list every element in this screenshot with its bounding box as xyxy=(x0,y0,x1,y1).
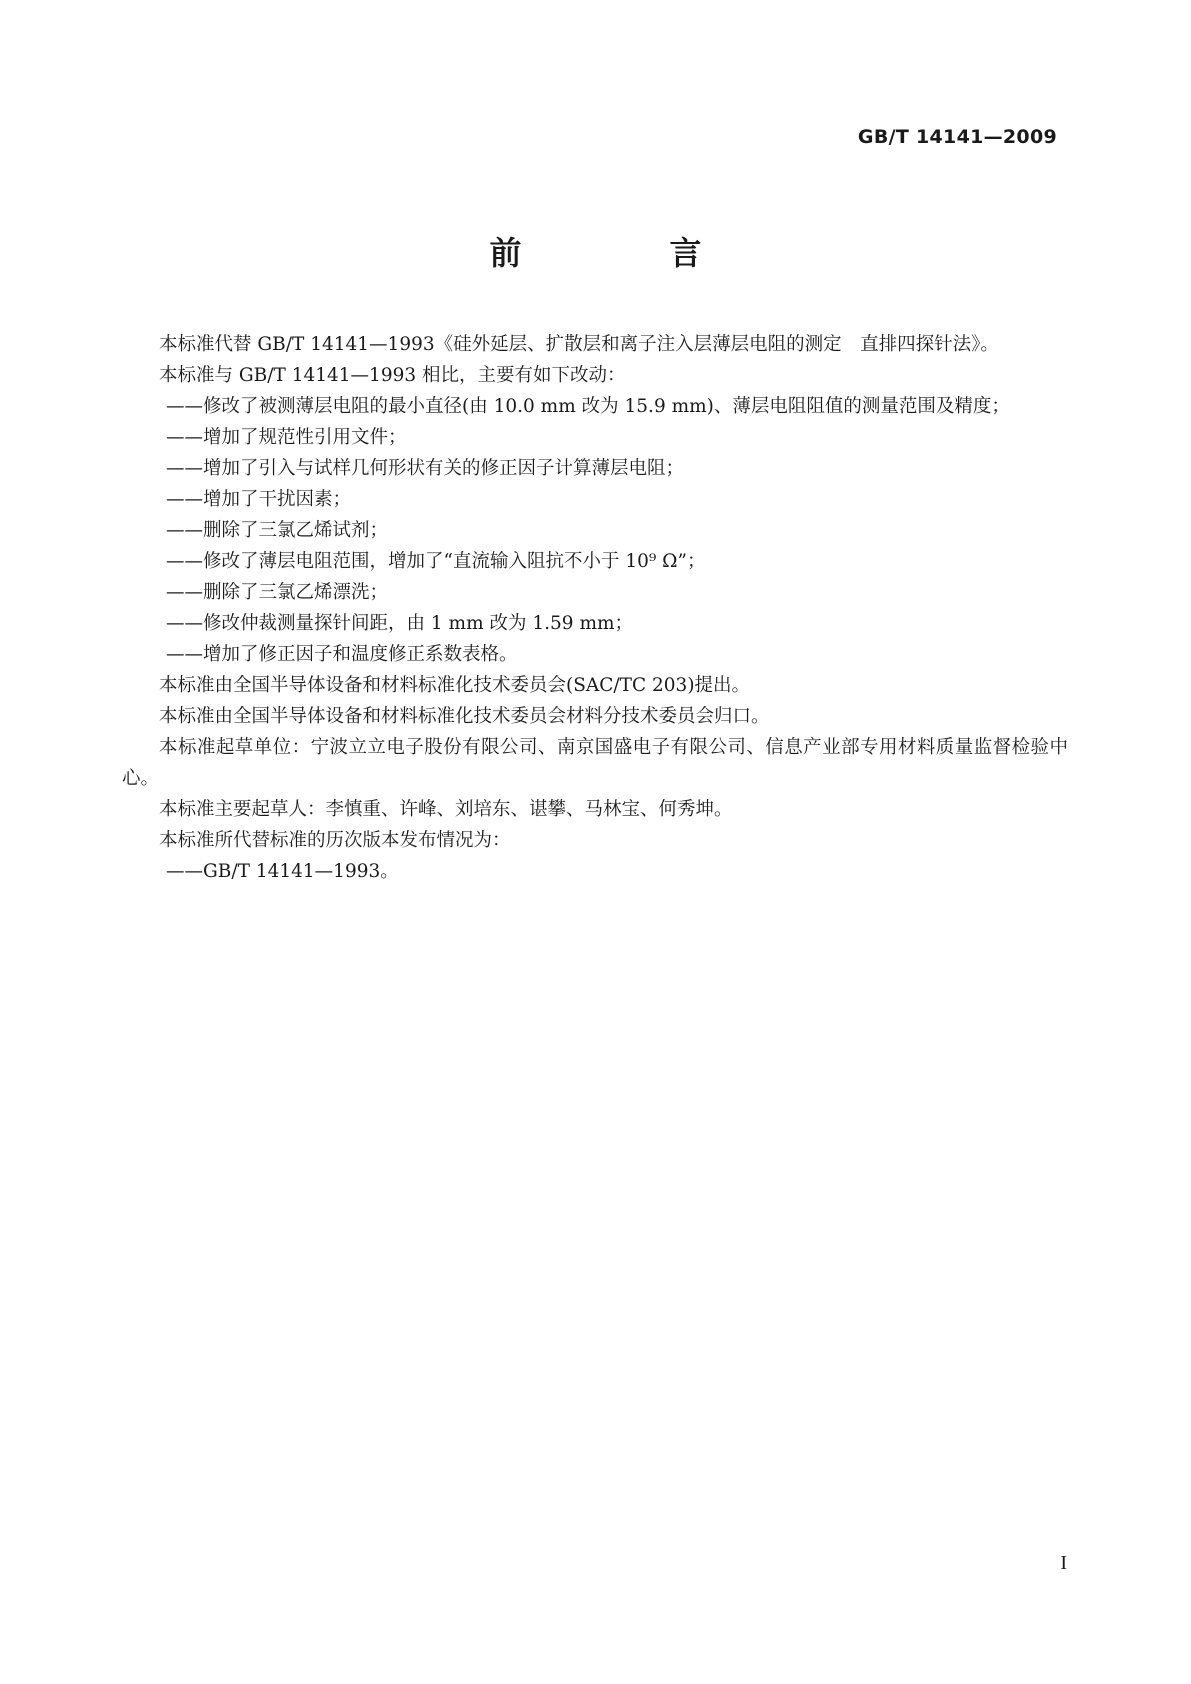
paragraph-replaces: 本标准代替 GB/T 14141—1993《硅外延层、扩散层和离子注入层薄层电阻的测定 直排四探针法》。 xyxy=(159,334,999,355)
list-item: ——修改了薄层电阻范围，增加了“直流输入阻抗不小于 10⁹ Ω”； xyxy=(166,551,706,572)
list-item: ——增加了规范性引用文件； xyxy=(166,427,407,448)
list-item: ——增加了干扰因素； xyxy=(166,489,352,510)
paragraph-changes-intro: 本标准与 GB/T 14141—1993 相比，主要有如下改动： xyxy=(159,365,626,386)
list-item: ——删除了三氯乙烯漂洗； xyxy=(166,582,389,603)
changes-list xyxy=(122,391,1068,670)
list-item: ——增加了修正因子和温度修正系数表格。 xyxy=(166,644,518,665)
standard-number: GB/T 14141—2009 xyxy=(857,126,1057,148)
paragraph-history-intro: 本标准所代替标准的历次版本发布情况为： xyxy=(159,830,511,851)
preface-body xyxy=(122,329,1068,887)
list-item: ——增加了引入与试样几何形状有关的修正因子计算薄层电阻； xyxy=(166,458,685,479)
paragraph-drafters: 本标准主要起草人：李慎重、许峰、刘培东、谌攀、马林宝、何秀坤。 xyxy=(159,799,733,820)
list-item: ——修改仲裁测量探针间距，由 1 mm 改为 1.59 mm； xyxy=(166,613,634,634)
history-list xyxy=(122,856,1068,887)
page-title: 前 言 xyxy=(489,234,760,272)
page-number: I xyxy=(1060,1552,1067,1574)
paragraph-managed-by: 本标准由全国半导体设备和材料标准化技术委员会材料分技术委员会归口。 xyxy=(159,706,770,727)
paragraph-proposed-by: 本标准由全国半导体设备和材料标准化技术委员会(SAC/TC 203)提出。 xyxy=(159,675,751,696)
list-item: ——GB/T 14141—1993。 xyxy=(166,861,399,882)
list-item: ——删除了三氯乙烯试剂； xyxy=(166,520,389,541)
list-item: ——修改了被测薄层电阻的最小直径(由 10.0 mm 改为 15.9 mm)、薄层电阻阻值的测量范围及精度； xyxy=(166,396,1010,417)
paragraph-drafting-units: 本标准起草单位：宁波立立电子股份有限公司、南京国盛电子有限公司、信息产业部专用材料质量监督检验中心。 xyxy=(122,737,1068,789)
